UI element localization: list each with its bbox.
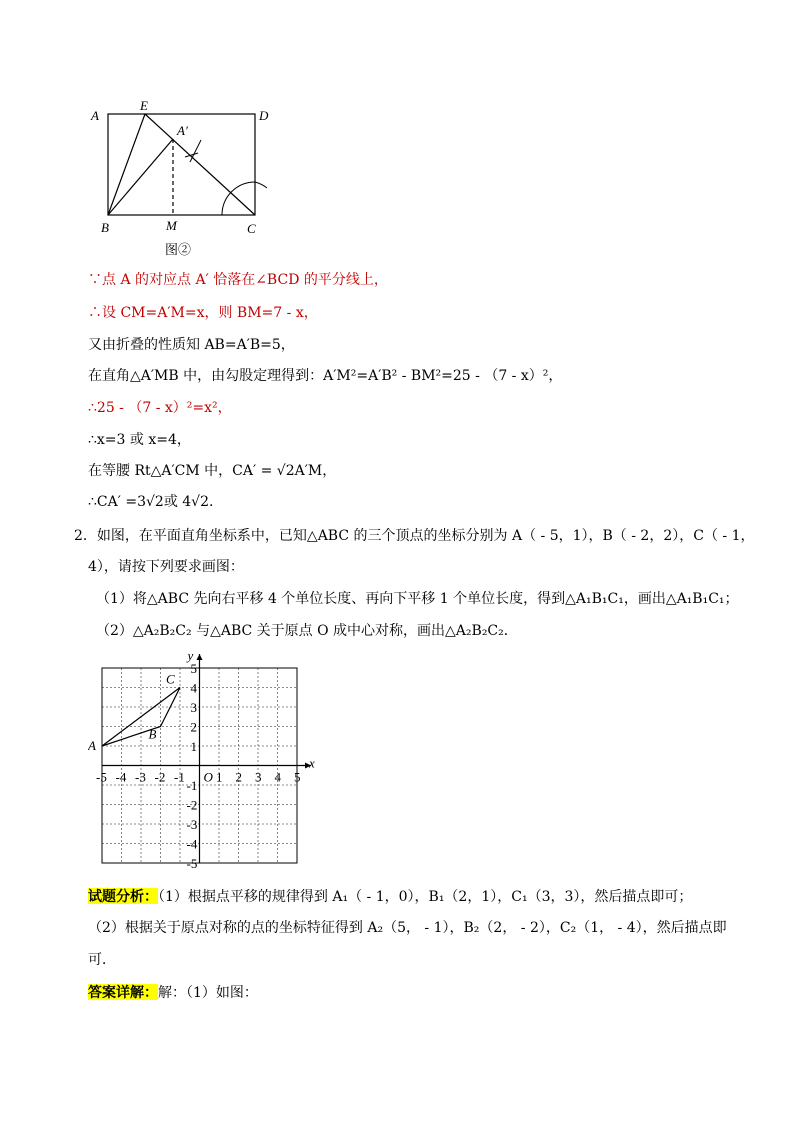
x-tick-label: -1 [174, 769, 185, 785]
x-tick-label: -3 [135, 769, 146, 785]
question-2-stem-line-2: 4），请按下列要求画图： [88, 559, 244, 575]
y-tick-label: 1 [190, 739, 197, 754]
analysis-line-3: 可． [88, 952, 116, 968]
arc-mark-1 [190, 140, 201, 162]
origin-label: O [203, 769, 213, 785]
answer-text: 解：（1）如图： [158, 985, 258, 1001]
y-tick-label: -4 [186, 836, 198, 852]
y-tick-label: 5 [190, 661, 197, 676]
solution-line-3: 又由折叠的性质知 AB=A′B=5， [88, 337, 295, 353]
answer-tag: 答案详解： [88, 984, 158, 1000]
solution-line-8: ∴CA′ =3√2或 4√2. [88, 494, 214, 510]
solution-line-6: ∴x=3 或 x=4， [88, 432, 191, 448]
analysis-line-1 [88, 886, 692, 907]
figure-caption: 图② [165, 242, 192, 257]
y-tick-label: 2 [190, 719, 197, 735]
question-2-part-2: （2）△A₂B₂C₂ 与△ABC 关于原点 O 成中心对称，画出△A₂B₂C₂． [96, 623, 518, 639]
y-tick-label: -5 [186, 856, 198, 870]
x-axis-label: x [309, 755, 315, 771]
x-tick-label: -2 [154, 769, 166, 785]
question-2-stem-line-1 [74, 526, 755, 546]
x-tick-label: -5 [96, 769, 107, 785]
vertex-label-c: C [166, 671, 175, 687]
solution-line-1: ∵点 A 的对应点 A′ 恰落在∠BCD 的平分线上， [88, 272, 388, 288]
segment-ec [145, 114, 255, 215]
y-tick-label: -2 [186, 797, 198, 813]
question-number: 2． [74, 528, 97, 544]
label-c: C [247, 221, 256, 236]
y-tick-label: -1 [186, 778, 198, 793]
solution-line-5: ∴25 - （7 - x）²=x²， [88, 400, 232, 416]
answer-line [88, 982, 258, 1003]
x-tick-label: 1 [216, 769, 223, 785]
label-e: E [140, 98, 148, 113]
analysis-tag: 试题分析： [88, 888, 158, 904]
solution-line-4: 在直角△A′MB 中，由勾股定理得到：A′M²=A′B² - BM²=25 - （7 - x）²， [88, 368, 563, 384]
analysis-text-1: （1）根据点平移的规律得到 A₁（ - 1，0），B₁（2，1），C₁（3，3），然后描点即可； [158, 889, 693, 905]
label-d: D [259, 108, 269, 123]
solution-line-2: ∴设 CM=A′M=x，则 BM=7 - x， [88, 305, 318, 321]
y-tick-label: 3 [190, 700, 197, 715]
label-a-prime: A′ [177, 123, 188, 138]
x-tick-label: 5 [294, 769, 301, 785]
label-a: A [91, 108, 99, 123]
x-tick-label: 3 [255, 769, 262, 785]
label-b: B [101, 220, 109, 235]
label-m: M [166, 218, 177, 233]
segment-ba1 [108, 139, 173, 215]
coordinate-grid [88, 648, 328, 870]
y-axis-arrow [197, 654, 203, 660]
question-2-part-1: （1）将△ABC 先向右平移 4 个单位长度、再向下平移 1 个单位长度，得到△A₁B₁C₁，画出△A₁B₁C₁； [96, 591, 739, 607]
solution-line-7: 在等腰 Rt△A′CM 中，CA′ = √2A′M， [88, 463, 337, 479]
figure-2 [85, 95, 285, 260]
x-tick-label: 4 [274, 769, 281, 785]
segment-be [108, 114, 145, 215]
x-tick-label: -4 [115, 769, 127, 785]
vertex-label-b: B [148, 726, 157, 742]
analysis-line-2: （2）根据关于原点对称的点的坐标特征得到 A₂（5， - 1），B₂（2， - 2），C₂（1， - 4），然后描点即 [88, 920, 727, 936]
vertex-label-a: A [88, 738, 96, 753]
y-tick-label: 4 [190, 680, 197, 696]
question-stem-1: 如图，在平面直角坐标系中，已知△ABC 的三个顶点的坐标分别为 A（ - 5，1），B（ - 2，2），C（ - 1， [96, 528, 755, 544]
y-tick-label: -3 [186, 817, 198, 832]
y-axis-label: y [187, 648, 194, 663]
x-tick-label: 2 [235, 769, 242, 785]
